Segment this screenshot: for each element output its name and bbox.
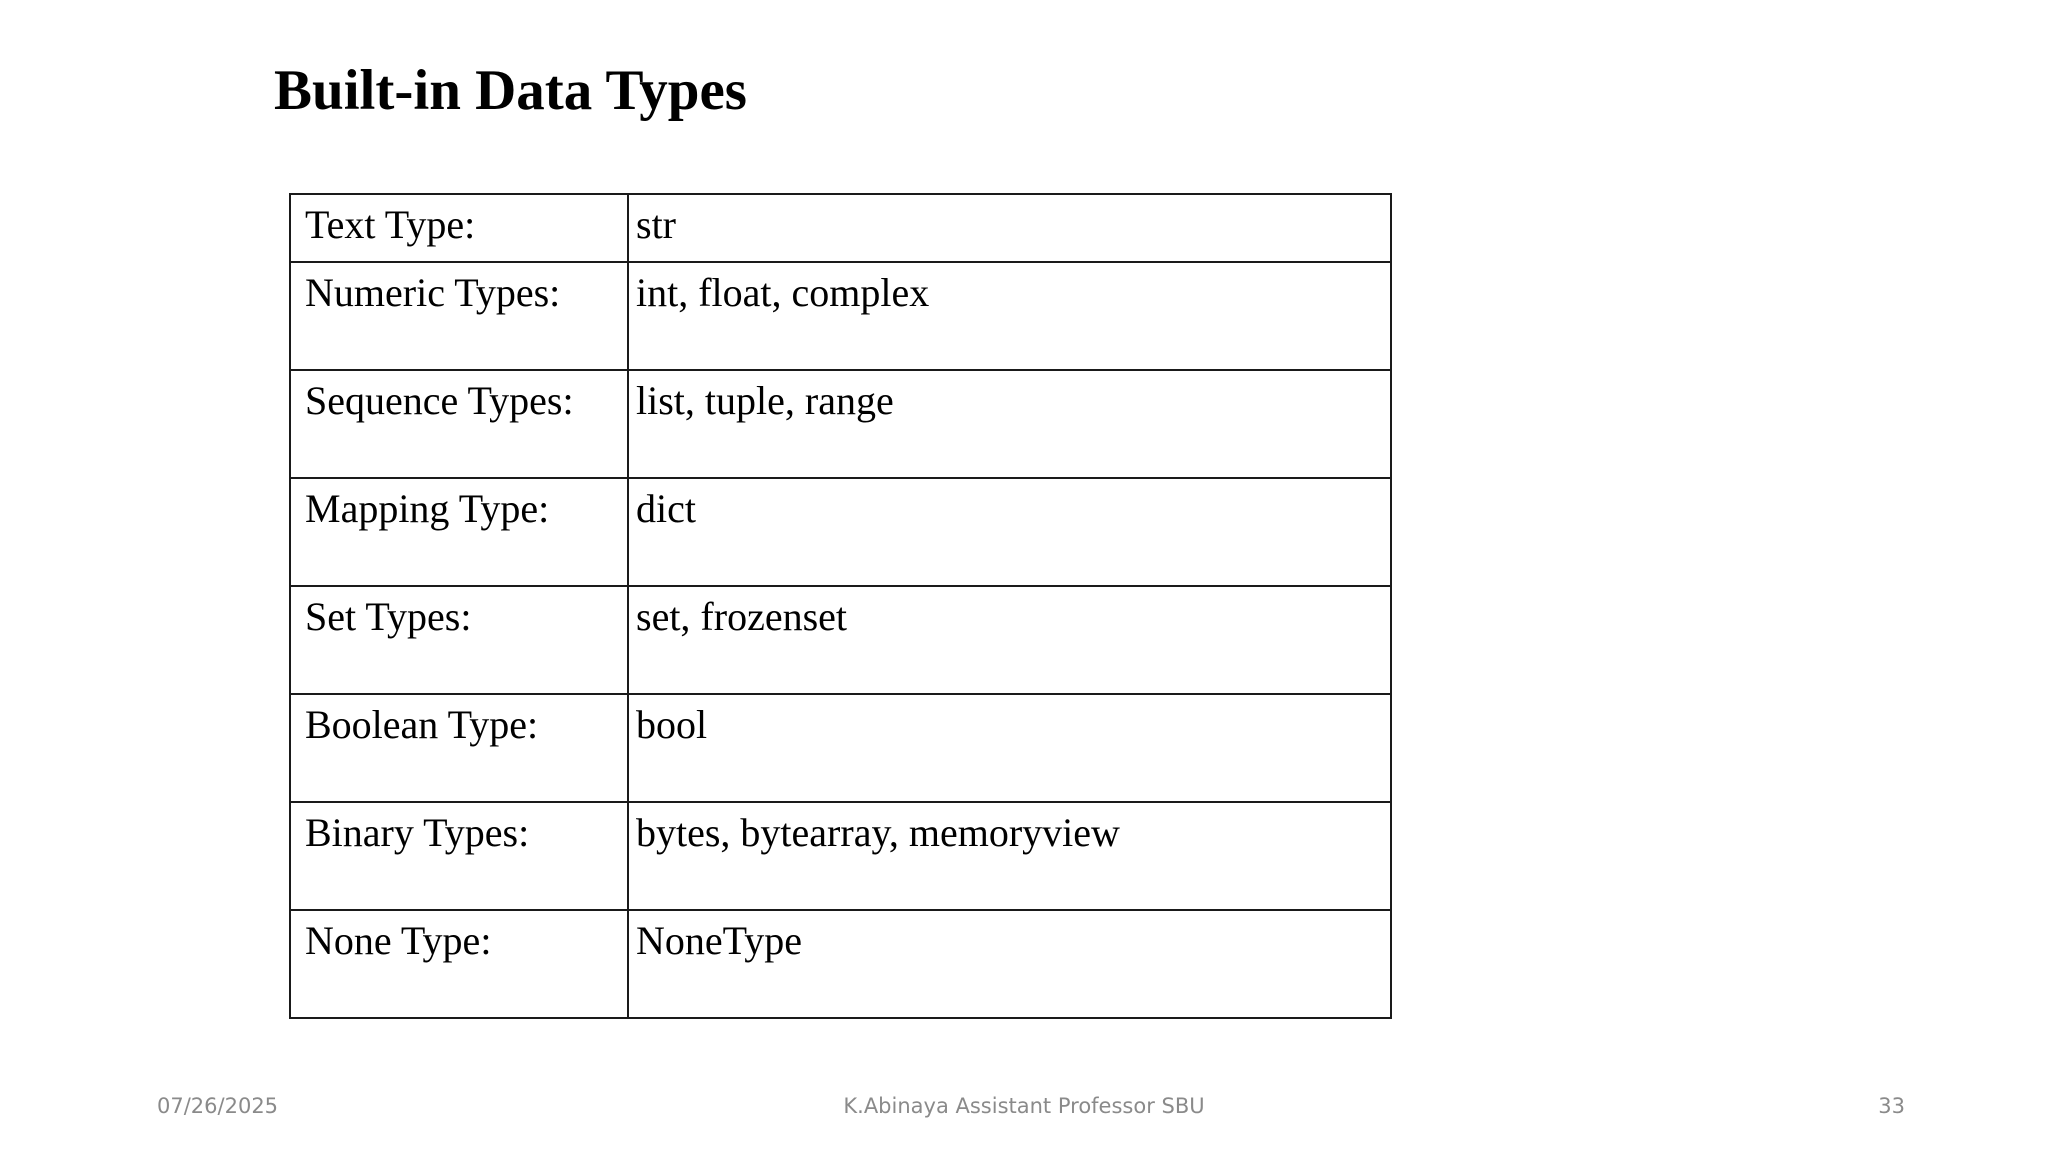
slide-title: Built-in Data Types bbox=[274, 59, 747, 122]
table-row bbox=[290, 586, 1391, 694]
type-value-cell: bytes, bytearray, memoryview bbox=[628, 802, 1391, 910]
type-value-cell: bool bbox=[628, 694, 1391, 802]
footer-date: 07/26/2025 bbox=[157, 1094, 279, 1118]
type-value-cell: NoneType bbox=[628, 910, 1391, 1018]
data-types-table bbox=[289, 193, 1392, 1019]
type-value-cell: dict bbox=[628, 478, 1391, 586]
table-row bbox=[290, 194, 1391, 262]
table-row bbox=[290, 370, 1391, 478]
type-value-cell: list, tuple, range bbox=[628, 370, 1391, 478]
table-row bbox=[290, 262, 1391, 370]
type-label-cell: Binary Types: bbox=[290, 802, 628, 910]
type-label-cell: Sequence Types: bbox=[290, 370, 628, 478]
table-row bbox=[290, 910, 1391, 1018]
type-label-cell: Numeric Types: bbox=[290, 262, 628, 370]
type-value-cell: set, frozenset bbox=[628, 586, 1391, 694]
type-label-cell: Mapping Type: bbox=[290, 478, 628, 586]
slide-number: 33 bbox=[1878, 1094, 1905, 1118]
type-label-cell: Boolean Type: bbox=[290, 694, 628, 802]
table-row bbox=[290, 694, 1391, 802]
type-label-cell: Set Types: bbox=[290, 586, 628, 694]
footer-author: K.Abinaya Assistant Professor SBU bbox=[843, 1094, 1205, 1118]
type-label-cell: None Type: bbox=[290, 910, 628, 1018]
type-value-cell: int, float, complex bbox=[628, 262, 1391, 370]
table-row bbox=[290, 802, 1391, 910]
type-value-cell: str bbox=[628, 194, 1391, 262]
type-label-cell: Text Type: bbox=[290, 194, 628, 262]
table-row bbox=[290, 478, 1391, 586]
